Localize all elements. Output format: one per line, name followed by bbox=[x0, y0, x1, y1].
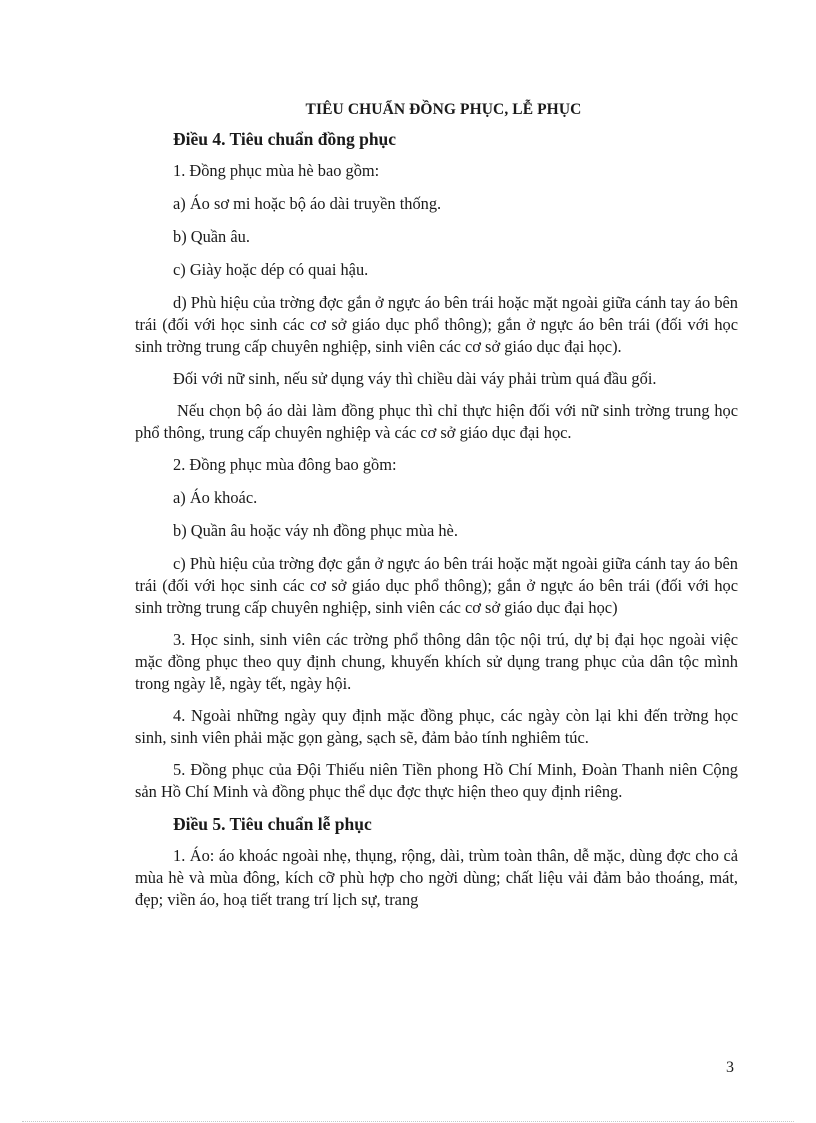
paragraph: d) Phù hiệu của trờng đợc gắn ở ngực áo bên trái hoặc mặt ngoài giữa cánh tay áo bên trái (đối với học sinh các cơ sở giáo dục phổ thông); gắn ở ngực áo bên trái (đối với học sinh trờng trung cấp chuyên nghiệp, sinh viên các cơ sở giáo dục đại học). bbox=[135, 293, 738, 356]
document-title: TIÊU CHUẨN ĐỒNG PHỤC, LỄ PHỤC bbox=[305, 101, 582, 118]
paragraph: b) Quần âu hoặc váy nh đồng phục mùa hè. bbox=[173, 521, 458, 540]
paragraph: a) Áo sơ mi hoặc bộ áo dài truyền thống. bbox=[173, 194, 442, 213]
paragraph: 4. Ngoài những ngày quy định mặc đồng phục, các ngày còn lại khi đến trờng học sinh, sinh viên phải mặc gọn gàng, sạch sẽ, đảm bảo tính nghiêm túc. bbox=[135, 706, 738, 747]
page-bottom-divider bbox=[22, 1121, 794, 1122]
article-5-heading: Điều 5. Tiêu chuẩn lễ phục bbox=[173, 814, 372, 834]
paragraph: c) Giày hoặc dép có quai hậu. bbox=[173, 260, 369, 279]
paragraph: b) Quần âu. bbox=[173, 227, 250, 246]
paragraph: 1. Áo: áo khoác ngoài nhẹ, thụng, rộng, dài, trùm toàn thân, dễ mặc, dùng đợc cho cả mùa hè và mùa đông, kích cỡ phù hợp cho ngời dùng; chất liệu vải đảm bảo thoáng, mát, đẹp; viền áo, hoạ tiết trang trí lịch sự, trang bbox=[135, 846, 738, 909]
paragraph: 2. Đồng phục mùa đông bao gồm: bbox=[173, 455, 397, 474]
paragraph: 1. Đồng phục mùa hè bao gồm: bbox=[173, 161, 380, 180]
paragraph: c) Phù hiệu của trờng đợc gắn ở ngực áo bên trái hoặc mặt ngoài giữa cánh tay áo bên trái (đối với học sinh các cơ sở giáo dục phổ thông); gắn ở ngực áo bên trái (đối với học sinh trờng trung cấp chuyên nghiệp, sinh viên các cơ sở giáo dục đại học) bbox=[135, 554, 738, 617]
paragraph: 3. Học sinh, sinh viên các trờng phổ thông dân tộc nội trú, dự bị đại học ngoài việc mặc đồng phục theo quy định chung, khuyến khích sử dụng trang phục của dân tộc mình trong ngày lễ, ngày tết, ngày hội. bbox=[135, 630, 738, 693]
paragraph: 5. Đồng phục của Đội Thiếu niên Tiền phong Hồ Chí Minh, Đoàn Thanh niên Cộng sản Hồ Chí Minh và đồng phục thể dục đợc thực hiện theo quy định riêng. bbox=[135, 760, 738, 801]
paragraph: Đối với nữ sinh, nếu sử dụng váy thì chiều dài váy phải trùm quá đầu gối. bbox=[173, 369, 657, 388]
paragraph: a) Áo khoác. bbox=[173, 488, 258, 507]
paragraph: Nếu chọn bộ áo dài làm đồng phục thì chỉ thực hiện đối với nữ sinh trờng trung học phổ thông, trung cấp chuyên nghiệp và các cơ sở giáo dục đại học. bbox=[135, 401, 738, 442]
article-4-heading: Điều 4. Tiêu chuẩn đồng phục bbox=[173, 129, 397, 149]
page-number: 3 bbox=[726, 1059, 734, 1076]
page-content bbox=[135, 100, 738, 921]
